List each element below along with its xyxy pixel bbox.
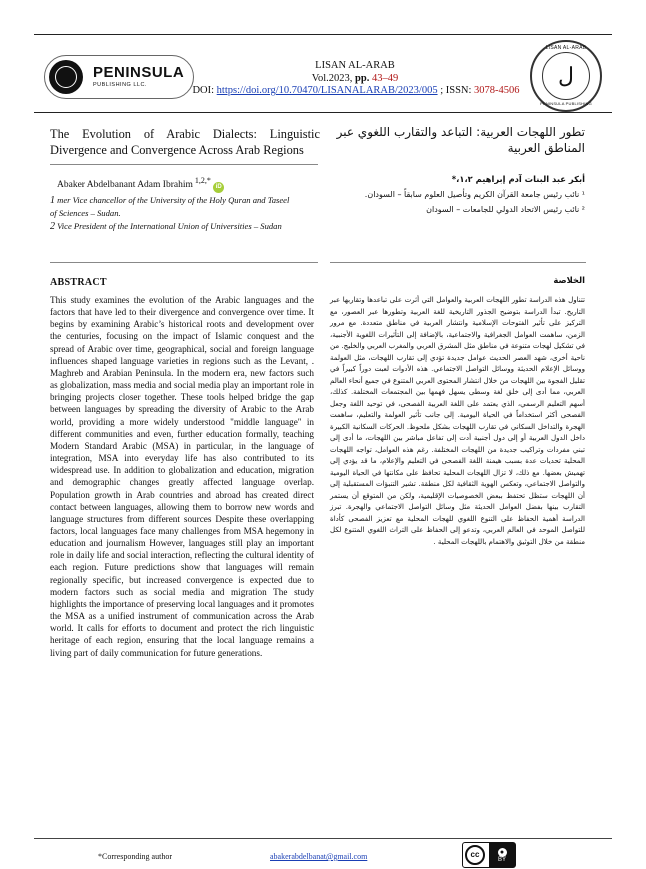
by-block [489, 843, 515, 867]
person-icon: ● [498, 848, 507, 857]
affiliation-1: 1 mer Vice chancellor of the University of the Holy Quran and Taseel of Sciences – Sudan. [50, 195, 290, 218]
cc-icon: cc [465, 845, 485, 865]
email-link[interactable]: abakerabdelbanat@gmail.com [270, 852, 368, 861]
journal-logo [530, 40, 602, 112]
abstract-heading-arabic: الخلاصة [553, 275, 585, 285]
cc-by-license-badge[interactable] [462, 842, 516, 868]
publisher-logo [44, 55, 194, 99]
abstract-arabic: تتناول هذه الدراسة تطور اللهجات العربية والعوامل التي أثرت على تباعدها وتقاربها عبر التاريخ. تبدأ الدراسة بتوضيح الجذور التاريخية للغة العربية وتطورها عبر العصور، مع التركيز على تأثير الفتوحات الإسلامية وانتشار العربية في مناطق متعددة. مع مرور الزمن، ساهمت العوامل الجغرافية والاجتماعية، بالإضافة إلى التأثيرات اللغوية الأجنبية، في تشكيل لهجات متنوعة في مناطق مثل المشرق العربي والمغرب العربي والخليج. من ناحية أخرى، شهد العصر الحديث عوامل جديدة تؤدي إلى تقارب اللهجات، مثل العولمة ووسائل الإعلام الحديثة ووسائل التواصل الاجتماعي. هذه الأدوات لعبت دوراً كبيراً في تقليل الفجوة بين اللهجات من خلال انتشار المحتوى العربي المتنوع في جميع أنحاء العالم العربي، مما أدى إلى خلق لغة وسطى يسهل فهمها بين المجتمعات المختلفة. كذلك، أسهم التعليم الرسمي، الذي يعتمد على اللغة العربية الفصحى، في توحيد اللغة وجعل الفصحى أكثر استخداماً في الحياة اليومية. إلى جانب تأثير العولمة والتعليم، ساهمت الهجرة والتداخل السكاني في تقارب اللهجات بشكل ملحوظ. الحركات السكانية الكبيرة داخل الدول العربية أو إلى دول أجنبية أدت إلى تفاعل مباشر بين اللهجات، ما أدى إلى تبني مفردات وتراكيب جديدة من اللهجات المختلفة. رغم هذه العوامل، تواجه اللهجات المحلية تحديات عدة بسبب هيمنة اللغة الفصحى في التعليم والإعلام، ما قد يؤدي إلى تهميش بعضها. مع ذلك، لا تزال اللهجات المحلية تحافظ على مكانتها في الحياة اليومية والتواصل الاجتماعي، وتعكس الهوية الثقافية لكل منطقة. تشير التنبؤات المستقبلية إلى أن اللهجات ستظل تحتفظ ببعض الخصوصيات الإقليمية، ولكن من المتوقع أن يستمر التقارب بينها بفضل العوامل الحديثة مثل وسائل التواصل الاجتماعي والهجرة. تبرز الدراسة أهمية الحفاظ على التنوع اللغوي للهجات المحلية مع تعزيز الفصحى كأداة للتواصل الموحد في العالم العربي، وتدعو إلى الحفاظ على التراث اللغوي المتنوع لكل منطقة من خلال التوثيق والاهتمام باللهجات المحلية . [330, 295, 585, 546]
issn-value: 3078-4506 [474, 85, 520, 96]
header-top-rule [34, 34, 612, 35]
author-name: Abaker Abdelbanant Adam Ibrahim [57, 180, 193, 190]
orcid-icon[interactable]: iD [213, 182, 224, 193]
publisher-subtitle: PUBLISHING LLC. [93, 82, 147, 89]
abstract-heading: ABSTRACT [50, 277, 107, 288]
title-rule-left [50, 164, 318, 165]
header-bottom-rule [34, 112, 612, 113]
abstract-english: This study examines the evolution of the Arabic languages and the factors that have led to their divergence and convergence over time. It begins by examining Arabic’s historical roots and development over the centuries, focusing on the impact of Islamic conquest and the spread of Arabic over time, geographical, social and foreign language influences shaped language varieties in regions such as the Levant, . Maghreb and Arabian Peninsula. In the modern era, new factors such as globalization, mass media and social media play an important role in bringing projects closer together. These tools helped bridge the gap between languages by spreading the diversity of Arabic to the Arab world, providing a more widely understood "middle language" in different communities and even, further education formally, teaching Modern Standard Arabic (MSA) in particular, in the language of integration, MSA into everyday life has also contributed to its widespread use. In addition to globalization and education, migration and demographic changes greatly affected language overlap. Population growth in Arab countries and abroad has created direct contact between languages, allowing them to borrow new words and language structures from different sources Despite these overlapping factors, local languages face many challenges from MSA hegemony in education and journalism However, languages still play an important role in daily life and social interaction, reflecting the cultural identity of each region. Future predictions show that languages will remain regionally specific, but increased convergence is expected due to modern factors such as social media and migration The study highlights the importance of preserving local languages and it promotes the MSA as a unified instrument of communication across the Arab world. It calls for efforts to document and protect the rich linguistic heritage of each region, ensuring that the local language remains a living part of daily communication for future generations. [50, 295, 314, 658]
publisher-name: PENINSULA [93, 64, 185, 82]
affiliation-arabic-2: ² نائب رئيس الاتحاد الدولي للجامعات – السودان [426, 205, 585, 214]
pages-label: pp. [355, 73, 370, 84]
volume-pages: Vol.2023, pp. 43–49 [311, 73, 399, 84]
abstract-rule-right [330, 262, 586, 263]
journal-name: LISAN AL-ARAB [315, 60, 395, 71]
title-english: The Evolution of Arabic Dialects: Linguistic Divergence and Convergence Across Arab Regions [50, 127, 320, 157]
affiliation-2: 2 Vice President of the International Union of Universities – Sudan [50, 221, 282, 232]
abstract-rule-left [50, 262, 318, 263]
globe-icon [49, 60, 83, 94]
corresponding-author-label: *Corresponding author [98, 852, 172, 861]
doi-issn-line: DOI: https://doi.org/10.70470/LISANALARAB/2023/005 ; ISSN: 3078-4506 [192, 85, 520, 96]
footer-rule [34, 838, 612, 839]
author-arabic: أبكر عبد البنات آدم إبراهيم ١،٢،* [451, 174, 585, 184]
author-line [57, 176, 224, 193]
corresponding-email [270, 852, 367, 861]
affiliation-arabic-1: ¹ نائب رئيس جامعة القرآن الكريم وتأصيل العلوم سابقاً – السودان. [364, 190, 585, 199]
calligraphy-icon: ل [542, 52, 590, 100]
journal-logo-top-text: LISAN AL-ARAB [545, 45, 587, 51]
by-label: BY [497, 856, 506, 863]
author-affiliation-marks: 1,2,* [192, 176, 211, 185]
page-range: 43–49 [369, 73, 399, 84]
journal-logo-bottom-text: PENINSULA PUBLISHING [540, 101, 592, 106]
title-arabic: تطور اللهجات العربية: التباعد والتقارب اللغوي عبر المناطق العربية [336, 125, 585, 155]
doi-link[interactable]: https://doi.org/10.70470/LISANALARAB/2023/005 [216, 85, 438, 96]
